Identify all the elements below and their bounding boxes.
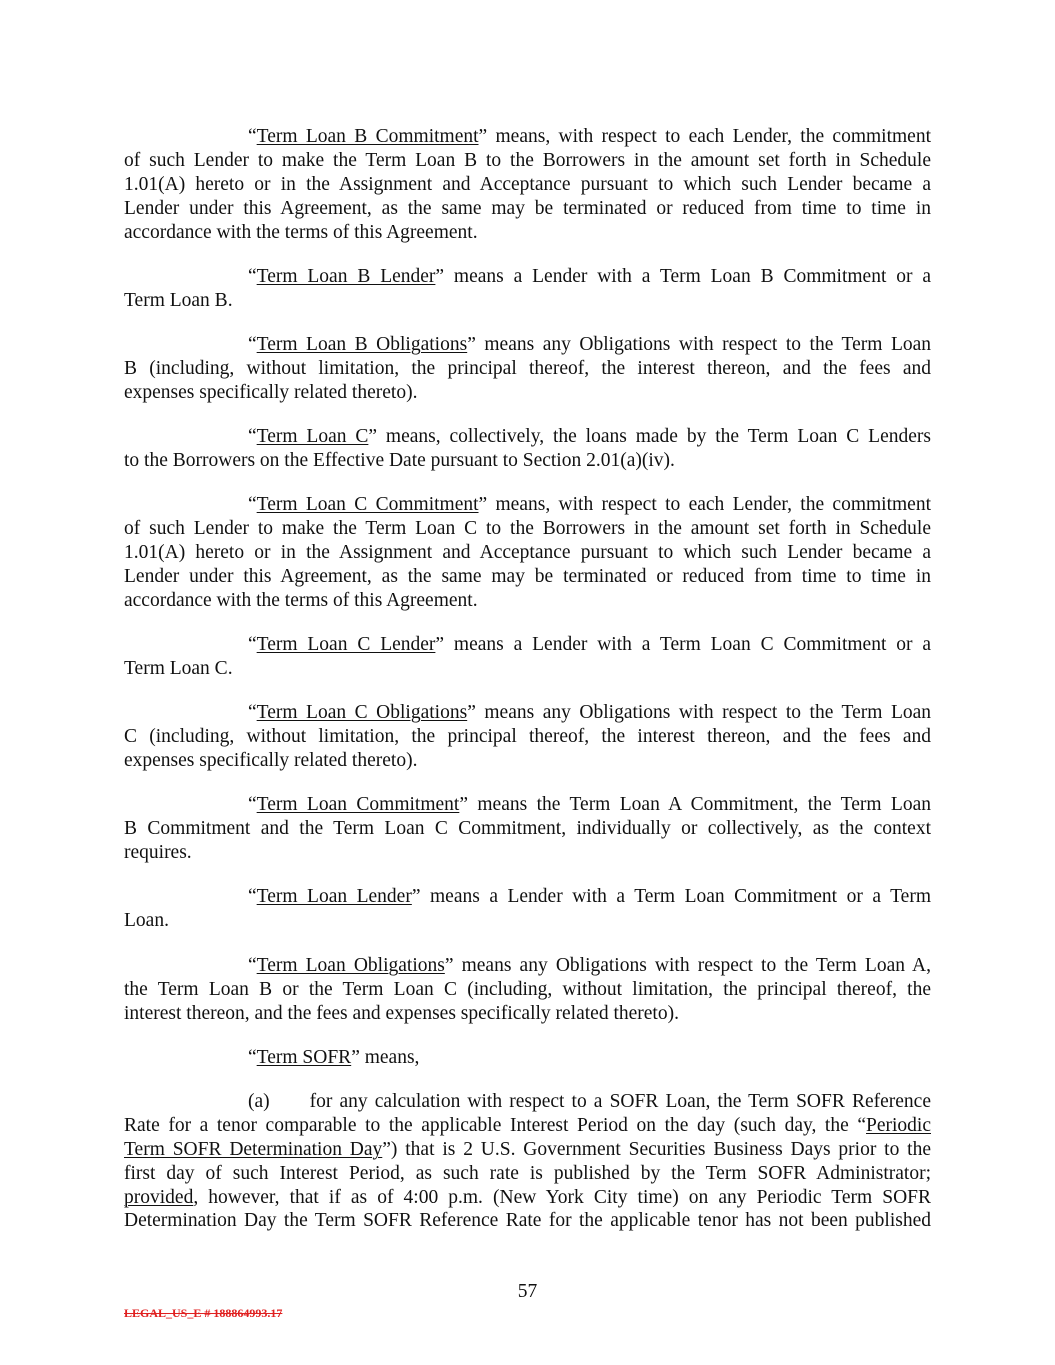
quote: “ — [248, 886, 257, 907]
line — [124, 793, 931, 817]
proviso-term: provided — [124, 1186, 194, 1208]
text: Rate for a tenor comparable to the applicable Interest Period on the day (such day, the “ — [124, 1114, 867, 1136]
text: ” means, collectively, the loans made by the Term Loan C Lenders — [368, 426, 931, 447]
definition-term-loan-c — [124, 425, 931, 473]
text: ” means any Obligations with respect to the Term Loan — [467, 702, 932, 723]
defined-term: Term Loan Obligations — [256, 955, 445, 976]
line — [124, 1090, 931, 1114]
line — [124, 333, 931, 357]
line — [124, 493, 931, 517]
line — [124, 1138, 931, 1162]
line: Determination Day the Term SOFR Reference Rate for the applicable tenor has not been published — [124, 1210, 931, 1232]
text: , however, that if as of 4:00 p.m. (New York City time) on any Periodic Term SOFR — [193, 1186, 931, 1208]
defined-term: Term Loan B Obligations — [256, 334, 468, 355]
quote: “ — [248, 1047, 257, 1068]
line: Lender under this Agreement, as the same may be terminated or reduced from time to time in — [124, 197, 931, 219]
defined-term: Term Loan C Obligations — [256, 702, 468, 723]
quote: “ — [248, 426, 257, 447]
text: ” means the Term Loan A Commitment, the Term Loan — [459, 794, 931, 815]
line — [124, 701, 931, 725]
definition-term-loan-commitment — [124, 793, 931, 865]
line: Lender under this Agreement, as the same may be terminated or reduced from time to time in — [124, 565, 931, 587]
quote: “ — [248, 334, 257, 355]
defined-term: Term Loan C Lender — [256, 634, 436, 655]
defined-term: Term Loan Lender — [256, 886, 412, 907]
quote: “ — [248, 126, 257, 147]
defined-term: Periodic — [866, 1114, 931, 1136]
line: interest thereon, and the fees and expenses specifically related thereto). — [124, 1002, 679, 1024]
text: for any calculation with respect to a SOFR Loan, the Term SOFR Reference — [309, 1091, 931, 1112]
definition-term-loan-b-commitment — [124, 125, 931, 244]
defined-term: Term Loan C — [256, 426, 369, 447]
line: B (including, without limitation, the principal thereof, the interest thereon, and the fees and — [124, 357, 931, 379]
page-number: 57 — [517, 1281, 538, 1302]
defined-term: Term Loan C Commitment — [256, 494, 479, 515]
text: ” means a Lender with a Term Loan B Commitment or a — [435, 266, 931, 287]
quote: “ — [248, 634, 257, 655]
quote: “ — [248, 266, 257, 287]
line — [124, 425, 931, 449]
line: of such Lender to make the Term Loan B to the Borrowers in the amount set forth in Schedule — [124, 149, 931, 171]
term-sofr-clause-a — [124, 1090, 931, 1233]
text: ” means any Obligations with respect to the Term Loan — [467, 334, 932, 355]
defined-term: Term Loan B Commitment — [256, 126, 479, 147]
definition-term-loan-b-obligations — [124, 333, 931, 405]
quote: “ — [248, 702, 257, 723]
quote: “ — [248, 494, 257, 515]
line: 1.01(A) hereto or in the Assignment and Acceptance pursuant to which such Lender became a — [124, 173, 931, 195]
definition-term-loan-c-commitment — [124, 493, 931, 612]
text: ” means any Obligations with respect to the Term Loan A, — [444, 955, 931, 976]
definition-term-loan-c-lender — [124, 633, 931, 681]
line: accordance with the terms of this Agreement. — [124, 589, 478, 611]
defined-term: Term Loan Commitment — [256, 794, 460, 815]
line: to the Borrowers on the Effective Date pursuant to Section 2.01(a)(iv). — [124, 449, 675, 471]
definition-term-loan-b-lender — [124, 265, 931, 313]
defined-term: Term SOFR Determination Day — [124, 1138, 383, 1160]
line: B Commitment and the Term Loan C Commitment, individually or collectively, as the context — [124, 817, 931, 839]
line: the Term Loan B or the Term Loan C (including, without limitation, the principal thereof, the — [124, 978, 931, 1000]
quote: “ — [248, 955, 257, 976]
text: ” means, with respect to each Lender, the commitment — [478, 494, 931, 515]
definition-term-sofr — [124, 1046, 931, 1070]
line: C (including, without limitation, the principal thereof, the interest thereon, and the fees and — [124, 725, 931, 747]
quote: “ — [248, 794, 257, 815]
text: ” means a Lender with a Term Loan Commitment or a Term — [411, 886, 931, 907]
line: first day of such Interest Period, as such rate is published by the Term SOFR Administrator; — [124, 1162, 931, 1184]
clause-label: (a) — [248, 1091, 270, 1112]
line: expenses specifically related thereto). — [124, 749, 418, 771]
line: expenses specifically related thereto). — [124, 381, 418, 403]
document-id-footer: LEGAL_US_E # 188864993.17 — [124, 1306, 283, 1320]
line: requires. — [124, 841, 192, 863]
line: accordance with the terms of this Agreement. — [124, 221, 478, 243]
line — [124, 265, 931, 289]
text: ” means a Lender with a Term Loan C Commitment or a — [435, 634, 931, 655]
line — [124, 633, 931, 657]
line — [124, 954, 931, 978]
line: Term Loan C. — [124, 657, 233, 679]
defined-term: Term Loan B Lender — [256, 266, 436, 287]
line — [124, 1186, 931, 1210]
line: Term Loan B. — [124, 289, 233, 311]
definition-term-loan-c-obligations — [124, 701, 931, 773]
line: Loan. — [124, 909, 169, 931]
line — [124, 125, 931, 149]
definition-term-loan-obligations — [124, 954, 931, 1026]
text: ” means, with respect to each Lender, the commitment — [478, 126, 931, 147]
line — [124, 1114, 931, 1138]
text: ”) that is 2 U.S. Government Securities Business Days prior to the — [382, 1138, 931, 1160]
line: of such Lender to make the Term Loan C to the Borrowers in the amount set forth in Schedule — [124, 517, 931, 539]
text: ” means, — [351, 1047, 420, 1068]
defined-term: Term SOFR — [256, 1047, 352, 1068]
line — [124, 885, 931, 909]
definition-term-loan-lender — [124, 885, 931, 933]
line: 1.01(A) hereto or in the Assignment and Acceptance pursuant to which such Lender became a — [124, 541, 931, 563]
line — [124, 1046, 931, 1070]
